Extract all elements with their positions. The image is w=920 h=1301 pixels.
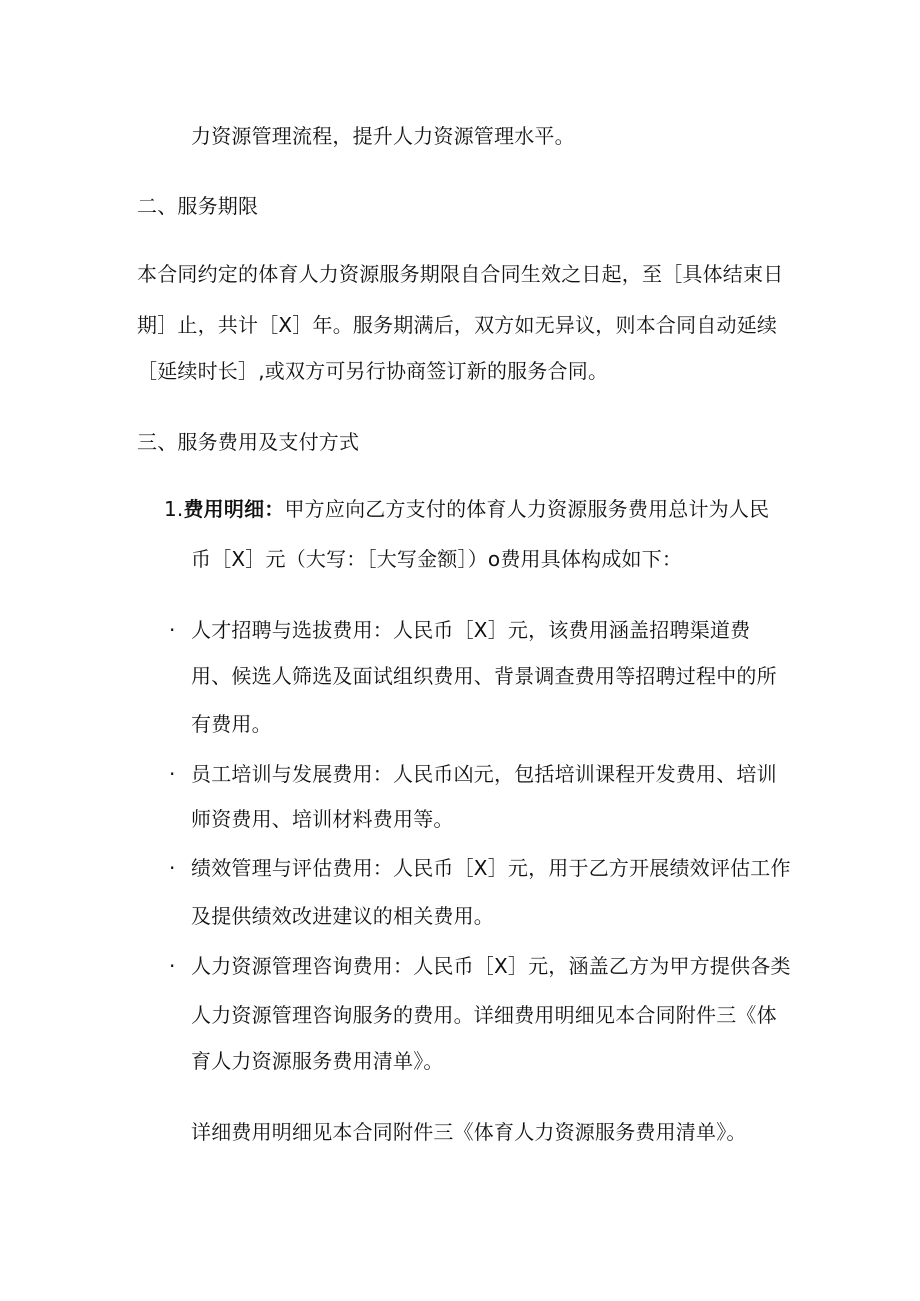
bullet-marker: · [169,618,176,642]
item-1-number: 1. [164,497,184,521]
section-2-paragraph-line-1: 本合同约定的体育人力资源服务期限自合同生效之日起，至［具体结束日 [137,262,784,286]
bullet-4-line-3: 育人力资源服务费用清单》。 [191,1049,444,1073]
bullet-2-line-2: 师资费用、培训材料费用等。 [191,807,454,831]
bullet-marker: · [169,856,176,880]
bullet-1-line-2: 用、候选人筛选及面试组织费用、背景调查费用等招聘过程中的所 [191,664,777,688]
bullet-2-line-1: 员工培训与发展费用：人民币凶元，包括培训课程开发费用、培训 [191,762,777,786]
section-2-paragraph-line-2: 期］止，共计［X］年。服务期满后，双方如无异议，则本合同自动延续 [137,313,778,337]
section-2-heading: 二、服务期限 [137,194,259,218]
bullet-3-line-2: 及提供绩效改进建议的相关费用。 [191,904,494,928]
section-2-paragraph-line-3: ［延续时长］,或双方可另行协商签订新的服务合同。 [137,359,609,383]
intro-continuation: 力资源管理流程，提升人力资源管理水平。 [191,124,575,148]
item-1-text: 甲方应向乙方支付的体育人力资源服务费用总计为人民 [284,497,770,521]
bullet-1-line-3: 有费用。 [191,712,272,736]
section-3-heading: 三、服务费用及支付方式 [137,430,360,454]
item-1-line-1 [164,495,769,523]
bullet-marker: · [169,954,176,978]
bullet-1-line-1: 人才招聘与选拔费用：人民币［X］元，该费用涵盖招聘渠道费 [191,618,751,642]
bullet-marker: · [169,762,176,786]
item-1-label: 费用明细： [183,497,285,521]
closing-paragraph: 详细费用明细见本合同附件三《体育人力资源服务费用清单》。 [191,1120,747,1144]
bullet-4-line-2: 人力资源管理咨询服务的费用。详细费用明细见本合同附件三《体 [191,1003,777,1027]
item-1-line-2: 币［X］元（大写：［大写金额］）o费用具体构成如下： [191,547,683,571]
bullet-4-line-1: 人力资源管理咨询费用：人民币［X］元，涵盖乙方为甲方提供各类 [191,954,791,978]
bullet-3-line-1: 绩效管理与评估费用：人民币［X］元，用于乙方开展绩效评估工作 [191,856,791,880]
